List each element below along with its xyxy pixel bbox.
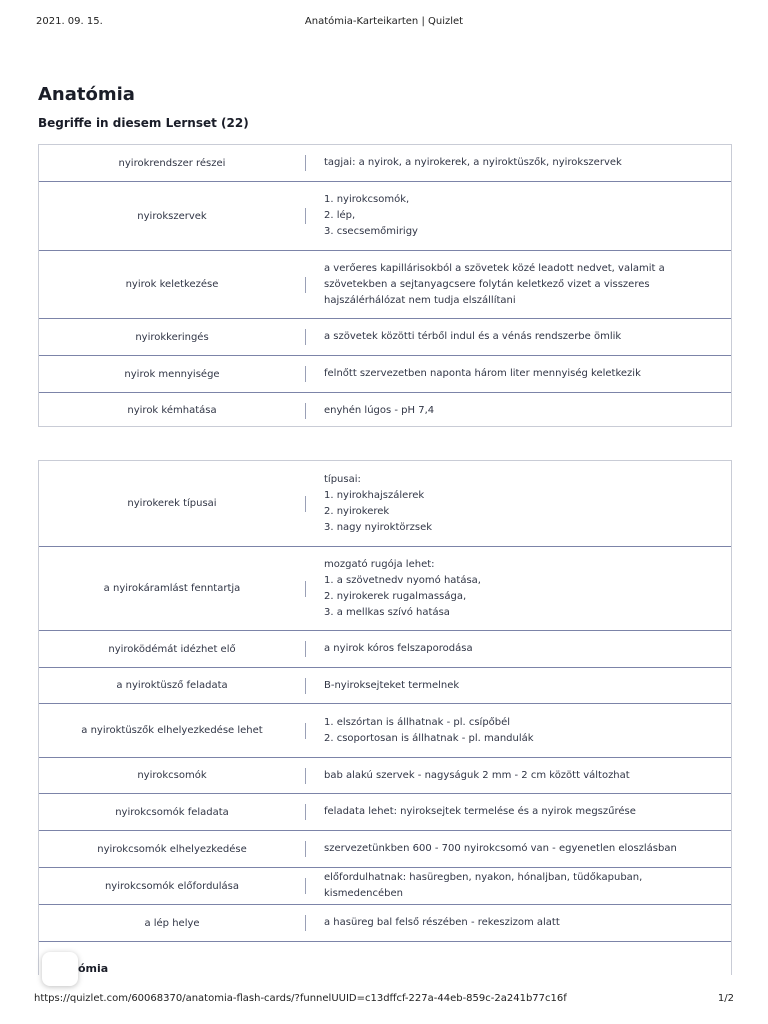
- definition-line: 1. elszórtan is állhatnak - pl. csípőbél: [324, 716, 511, 728]
- flashcard-row[interactable]: [39, 461, 731, 547]
- table-2-right-border: [731, 460, 732, 975]
- terms-table-1: [38, 144, 732, 427]
- flashcard-row[interactable]: [39, 794, 731, 831]
- flashcard-row[interactable]: [39, 668, 731, 704]
- definition-line: felnőtt szervezetben naponta három liter mennyiség keletkezik: [324, 368, 641, 379]
- definition-line: 2. nyirokerek rugalmassága,: [324, 590, 467, 602]
- term-text: nyirok keletkezése: [125, 279, 219, 290]
- term-text: nyirokcsomók feladata: [115, 806, 229, 818]
- term-text: nyiroködémát idézhet elő: [108, 643, 236, 655]
- definition-line: feladata lehet: nyiroksejtek termelése és a nyirok megszűrése: [324, 806, 636, 817]
- terms-count-heading: Begriffe in diesem Lernset (22): [38, 116, 249, 130]
- print-header: [0, 16, 768, 30]
- definition-line: B-nyiroksejteket termelnek: [324, 679, 460, 691]
- definition-line: 1. a szövetnedv nyomó hatása,: [324, 574, 481, 586]
- definition-line: 3. nagy nyiroktörzsek: [324, 521, 433, 533]
- flashcard-row[interactable]: [39, 631, 731, 668]
- print-page-number: 1/2: [717, 993, 734, 1004]
- term-text: a nyiroktüsző feladata: [116, 680, 228, 691]
- definition-line: mozgató rugója lehet:: [324, 558, 435, 570]
- definition-text: [306, 366, 731, 382]
- definition-text: [306, 403, 731, 419]
- definition-line: a hasüreg bal felső részében - rekeszizom alatt: [324, 917, 560, 928]
- definition-line: 2. nyirokerek: [324, 505, 390, 517]
- page-title: Anatómia: [38, 84, 135, 105]
- term-text: a nyiroktüszők elhelyezkedése lehet: [81, 725, 263, 736]
- definition-text: [306, 472, 731, 536]
- definition-line: típusai:: [324, 473, 361, 485]
- term-text: nyirokszervek: [137, 210, 207, 222]
- flashcard-row[interactable]: [39, 905, 731, 942]
- flashcard-row[interactable]: [39, 758, 731, 794]
- definition-text: [306, 192, 731, 240]
- definition-text: [306, 768, 731, 784]
- print-url: https://quizlet.com/60068370/anatomia-flash-cards/?funnelUUID=c13dffcf-227a-44eb-859c-2a241b77c16f: [34, 993, 567, 1004]
- definition-line: enyhén lúgos - pH 7,4: [324, 404, 435, 416]
- flashcard-row[interactable]: [39, 182, 731, 251]
- definition-line: 2. lép,: [324, 210, 356, 221]
- flashcard-row[interactable]: [39, 547, 731, 631]
- flashcard-row[interactable]: [39, 393, 731, 428]
- definition-line: szövetekben a sejtanyagcsere folytán keletkező vizet a visszeres: [324, 278, 650, 290]
- definition-line: szervezetünkben 600 - 700 nyirokcsomó van - egyenetlen eloszlásban: [324, 843, 677, 854]
- definition-line: 2. csoportosan is állhatnak - pl. mandulák: [324, 732, 534, 744]
- definition-text: [306, 715, 731, 747]
- term-text: nyirokcsomók elhelyezkedése: [97, 843, 247, 855]
- set-title-preview: ómia: [78, 962, 109, 975]
- definition-line: bab alakú szervek - nagyságuk 2 mm - 2 cm között változhat: [324, 769, 630, 781]
- term-text: nyirokerek típusai: [127, 498, 217, 509]
- print-page-title: Anatómia-Karteikarten | Quizlet: [304, 16, 464, 27]
- terms-table-2: [38, 460, 732, 975]
- definition-text: [306, 261, 731, 309]
- term-text: nyirok kémhatása: [127, 405, 217, 416]
- term-text: a nyirokáramlást fenntartja: [103, 583, 241, 594]
- flashcard-row[interactable]: [39, 145, 731, 182]
- definition-text: [306, 678, 731, 694]
- print-date: 2021. 09. 15.: [36, 16, 103, 27]
- term-text: nyirokcsomók előfordulása: [104, 880, 240, 892]
- definition-text: [306, 557, 731, 621]
- flashcard-row[interactable]: [39, 868, 731, 905]
- definition-line: előfordulhatnak: hasüregben, nyakon, hónaljban, tüdőkapuban, kismedencében: [324, 872, 643, 899]
- term-text: nyirokcsomók: [137, 770, 207, 781]
- definition-line: 3. csecsemőmirigy: [324, 226, 418, 237]
- set-thumbnail[interactable]: [42, 952, 78, 986]
- definition-line: a szövetek közötti térből indul és a vénás rendszerbe ömlik: [324, 331, 622, 342]
- definition-line: a nyirok kóros felszaporodása: [324, 643, 473, 654]
- flashcard-row[interactable]: [39, 251, 731, 319]
- definition-line: tagjai: a nyirok, a nyirokerek, a nyiroktüszők, nyirokszervek: [324, 157, 622, 168]
- term-text: nyirokrendszer részei: [118, 157, 226, 169]
- flashcard-row[interactable]: [39, 704, 731, 758]
- definition-text: [306, 841, 731, 857]
- definition-text: [306, 155, 731, 171]
- definition-text: [306, 641, 731, 657]
- term-text: nyirokkeringés: [135, 331, 209, 343]
- definition-line: a verőeres kapillárisokból a szövetek közé leadott nedvet, valamit a: [324, 262, 665, 274]
- definition-text: [306, 870, 731, 902]
- term-text: nyirok mennyisége: [124, 368, 220, 380]
- flashcard-row[interactable]: [39, 831, 731, 868]
- flashcard-row[interactable]: [39, 356, 731, 393]
- flashcard-row[interactable]: [39, 319, 731, 356]
- definition-line: 1. nyirokcsomók,: [324, 194, 410, 205]
- definition-line: 1. nyirokhajszálerek: [324, 489, 425, 501]
- definition-text: [306, 329, 731, 345]
- term-text: a lép helye: [144, 917, 200, 929]
- definition-line: hajszálérhálózat nem tudja elszállítani: [324, 294, 516, 306]
- definition-text: [306, 915, 731, 931]
- definition-text: [306, 804, 731, 820]
- definition-line: 3. a mellkas szívó hatása: [324, 606, 450, 618]
